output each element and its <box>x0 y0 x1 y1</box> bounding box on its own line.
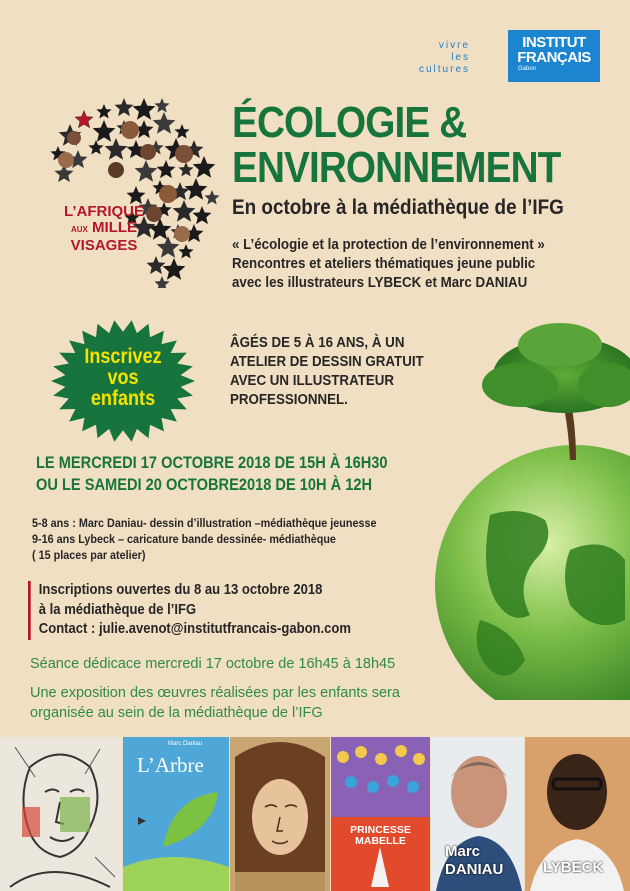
star-shape <box>154 98 169 113</box>
inscriptions-block <box>28 581 351 640</box>
photo-marc-daniau <box>431 737 524 891</box>
star-shape <box>157 160 176 178</box>
title-line: ÉCOLOGIE & <box>232 98 467 147</box>
expo-line: organisée au sein de la médiathèque de l’IFG <box>30 704 323 721</box>
intro-line: « L’écologie et la protection de l’environnement » <box>232 237 545 253</box>
tagline <box>410 40 470 76</box>
image-strip <box>0 737 630 891</box>
face-thumbnail <box>67 131 81 145</box>
sketch-portrait-image <box>0 737 122 891</box>
intro-line: Rencontres et ateliers thématiques jeune public <box>232 256 536 272</box>
star-shape <box>204 190 219 205</box>
afrique-logo-text <box>56 204 152 254</box>
event-dates <box>36 452 388 496</box>
star-shape <box>178 162 193 177</box>
book-cover-larbre <box>123 737 229 891</box>
star-shape <box>75 111 92 127</box>
book-cover-princesse-mabelle <box>331 737 430 891</box>
workshop-schedule <box>32 515 377 563</box>
burst-line: vos <box>107 366 139 389</box>
star-shape <box>133 98 156 120</box>
logo-line: Gabon <box>518 66 537 72</box>
book-title-line: MABELLE <box>355 835 406 847</box>
poster-title <box>232 100 560 190</box>
expo-line: Une exposition des œuvres réalisées par les enfants sera <box>30 685 400 701</box>
face-thumbnail <box>175 145 193 163</box>
inscription-line: Inscriptions ouvertes du 8 au 13 octobre 2018 <box>38 582 323 598</box>
tagline-word: les <box>451 52 470 63</box>
star-shape <box>153 112 176 134</box>
star-shape <box>173 200 196 222</box>
logo-line: FRANÇAIS <box>517 49 591 66</box>
intro-line: avec les illustrateurs LYBECK et Marc DANIAU <box>232 275 528 291</box>
seance-dedicace: Séance dédicace mercredi 17 octobre de 16h45 à 18h45 <box>30 656 396 672</box>
star-shape <box>105 138 128 160</box>
schedule-line: 9-16 ans Lybeck – caricature bande dessinée- médiathèque <box>32 532 336 546</box>
title-line: ENVIRONNEMENT <box>232 143 561 192</box>
person-name: LYBECK <box>543 859 604 876</box>
date-line: LE MERCREDI 17 OCTOBRE 2018 DE 15H À 16H30 <box>36 453 388 472</box>
afrique-line: L’AFRIQUE <box>63 203 144 220</box>
ages-text <box>230 334 424 410</box>
star-shape <box>193 206 212 224</box>
burst-text <box>59 346 188 409</box>
afrique-line-small: AUX <box>70 225 88 234</box>
star-shape <box>147 256 166 274</box>
star-shape <box>88 140 103 155</box>
face-thumbnail <box>174 226 190 242</box>
ages-line: PROFESSIONNEL. <box>230 392 348 408</box>
face-thumbnail <box>108 162 124 178</box>
person-name-line: Marc <box>445 843 481 860</box>
star-shape <box>178 244 193 259</box>
star-shape <box>135 160 158 182</box>
book-author: Marc Daniau <box>168 741 203 747</box>
star-shape <box>193 156 216 178</box>
star-shape <box>96 104 111 119</box>
logo-line: INSTITUT <box>522 34 586 51</box>
afrique-line: MILLE <box>92 219 138 236</box>
burst-line: Inscrivez <box>84 345 162 368</box>
tagline-word: cultures <box>418 64 470 75</box>
afrique-line: VISAGES <box>70 237 138 254</box>
afrique-star-cluster <box>44 98 229 288</box>
burst-line: enfants <box>90 387 156 410</box>
contact-email: Contact : julie.avenot@institutfrancais-gabon.com <box>38 621 351 637</box>
star-shape <box>154 276 169 288</box>
date-line: OU LE SAMEDI 20 OCTOBRE2018 DE 10H À 12H <box>36 475 373 494</box>
institut-francais-logo <box>508 30 600 82</box>
book-title-line: PRINCESSE <box>350 824 411 836</box>
book-title <box>331 825 430 847</box>
face-thumbnail <box>159 185 177 203</box>
schedule-line: 5-8 ans : Marc Daniau- dessin d’illustration –médiathèque jeunesse <box>32 516 377 530</box>
tagline-word: vivre <box>438 40 470 51</box>
exposition-text <box>30 684 400 723</box>
photo-lybeck <box>525 737 630 891</box>
star-shape <box>185 178 208 200</box>
star-shape <box>174 124 189 139</box>
star-shape <box>93 120 116 142</box>
star-shape <box>127 186 146 204</box>
tree-globe-illustration <box>420 300 630 700</box>
star-shape <box>163 258 186 280</box>
person-name-line: DANIAU <box>445 861 504 878</box>
star-shape <box>115 98 134 116</box>
face-thumbnail <box>58 152 74 168</box>
face-thumbnail <box>140 144 156 160</box>
book-title: L’Arbre <box>137 753 204 777</box>
ages-line: AVEC UN ILLUSTRATEUR <box>230 373 395 389</box>
ages-line: ÂGÉS DE 5 À 16 ANS, À UN <box>230 335 405 351</box>
poster-subtitle: En octobre à la médiathèque de l’IFG <box>232 196 564 219</box>
inscription-line: à la médiathèque de l’IFG <box>38 601 197 618</box>
person-name <box>445 843 503 879</box>
book-cover-portrait <box>230 737 330 891</box>
face-thumbnail <box>121 121 139 139</box>
schedule-line: ( 15 places par atelier) <box>32 548 146 562</box>
ages-line: ATELIER DE DESSIN GRATUIT <box>230 354 424 370</box>
intro-text <box>232 236 545 293</box>
